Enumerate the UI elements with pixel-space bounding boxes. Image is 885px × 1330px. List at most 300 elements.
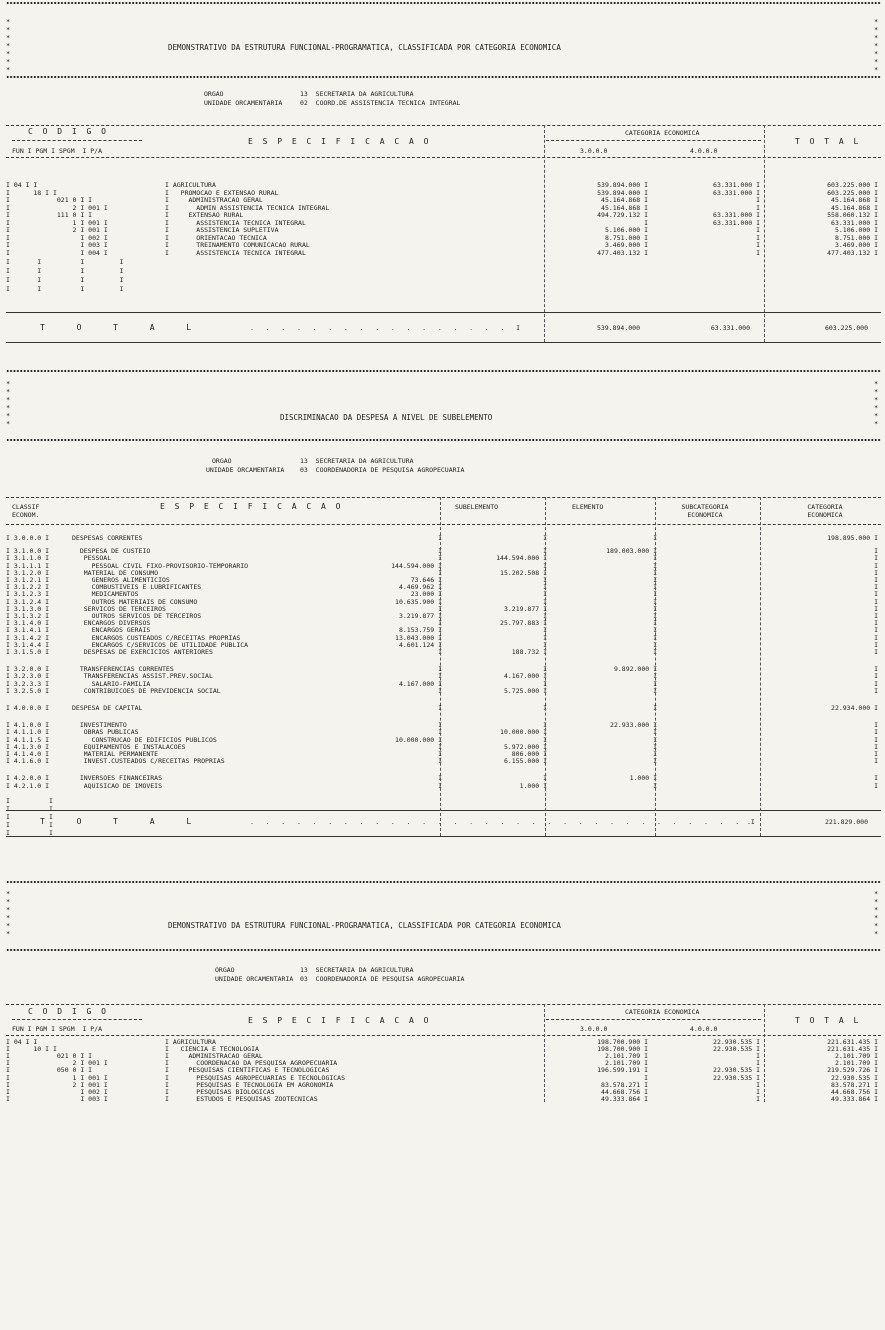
row-code: I 18 I I [6, 188, 57, 197]
row-categoria: I [874, 728, 878, 737]
row-total: 44.668.756 I [831, 1087, 878, 1096]
row-categoria: I [874, 679, 878, 688]
row-value-4000: I [756, 233, 760, 242]
row-description: AQUISICAO DE IMOVEIS [72, 781, 163, 790]
row-elemento: I [543, 626, 547, 635]
total-grand: 221.829.000 [824, 818, 868, 826]
col-4000-header: 4.0.0.0 [690, 147, 718, 155]
row-subelemento: I [438, 704, 442, 712]
unidade-label: UNIDADE ORCAMENTARIA [206, 466, 285, 474]
row-value-3000: 494.729.132 I [597, 211, 648, 219]
row-code: I 3.2.3.0 I [6, 672, 50, 681]
row-elemento: I [543, 721, 547, 730]
row-code: I 021 0 I I [6, 1052, 93, 1061]
row-categoria: I [874, 561, 878, 570]
row-subelemento: I [438, 619, 442, 628]
row-subcategoria: I [653, 568, 657, 577]
row-subelemento: I [438, 742, 442, 751]
row-value-3000: 2.101.709 I [604, 1052, 648, 1061]
row-subcategoria: I [653, 648, 657, 656]
subelemento-header: SUBELEMENTO [455, 503, 499, 511]
row-subelemento: 4.167.000 I [398, 679, 442, 688]
row-subcategoria: I [653, 626, 657, 635]
row-description: EQUIPAMENTOS E INSTALACOES [72, 742, 186, 751]
asterisk-border-top [6, 879, 881, 885]
code-columns-header: FUN I PGM I SPGM I P/A [12, 147, 103, 155]
row-elemento: 144.594.000 I [496, 554, 547, 563]
orgao-label: ORGAO [212, 457, 232, 465]
row-description: I ASSISTENCIA SUPLETIVA [165, 226, 279, 234]
row-value-4000: I [756, 1059, 760, 1068]
row-subelemento: 4.469.962 I [398, 583, 442, 592]
row-subelemento: I [438, 534, 442, 542]
dot-leader: . . . . . . . . . . . . . . . . . . . . . . . . . . . . . . . . .I [250, 818, 755, 826]
row-code: I 3.2.5.0 I [6, 686, 50, 695]
row-code: I 3.1.4.1 I [6, 626, 50, 635]
row-value-3000: I [644, 1073, 648, 1082]
unidade-value: 02 COORD.DE ASSISTENCIA TECNICA INTEGRAL [300, 99, 461, 107]
especificacao-header: E S P E C I F I C A C A O [160, 502, 343, 511]
row-code: I 4.1.3.0 I [6, 742, 50, 751]
row-subelemento: 4.601.124 I [398, 640, 442, 649]
row-description: I AGRICULTURA [165, 181, 216, 189]
row-elemento: 806.000 I [511, 750, 547, 758]
row-categoria: I [874, 604, 878, 613]
asterisk-border-top [6, 368, 881, 374]
row-value-4000: I [756, 226, 760, 234]
row-subcategoria: I [653, 742, 657, 751]
row-description: GENEROS ALIMENTICIOS [72, 576, 170, 584]
asterisk-border-bottom [6, 437, 881, 443]
row-code: I 4.2.1.0 I [6, 781, 50, 790]
row-subelemento: I [438, 774, 442, 783]
row-code: I 3.1.1.0 I [6, 554, 50, 563]
categoria-header: CATEGORIA ECONOMICA [625, 129, 700, 137]
row-code: I 2 I 001 I [6, 1059, 108, 1068]
total-row-label: T O T A L [40, 323, 194, 332]
row-description: DESPESAS CORRENTES [72, 534, 143, 542]
row-total: 477.403.132 I [827, 248, 878, 257]
row-subelemento: I [438, 547, 442, 556]
row-categoria: I [874, 774, 878, 783]
row-elemento: 6.155.000 I [503, 757, 547, 766]
row-description: I ADMIN ASSISTENCIA TECNICA INTEGRAL [165, 203, 330, 212]
row-code: I I [6, 804, 53, 813]
row-value-4000: I [756, 1087, 760, 1096]
row-total: 8.751.000 I [834, 233, 878, 242]
row-categoria: I [874, 648, 878, 656]
row-total: 2.101.709 I [834, 1052, 878, 1061]
econom-header: ECONOM. [12, 511, 40, 519]
row-elemento: 10.000.000 I [500, 728, 547, 737]
total-row-label: T O T A L [40, 817, 194, 826]
row-code: I 3.1.2.2 I [6, 583, 50, 592]
section-title: DISCRIMINACAO DA DESPESA A NIVEL DE SUBELEMENTO [280, 413, 493, 422]
row-code: I I I I [6, 267, 124, 275]
row-code: I 04 I I [6, 181, 38, 189]
row-elemento: I [543, 597, 547, 606]
unidade-value: 03 COORDENADORIA DE PESQUISA AGROPECUARIA [300, 466, 465, 474]
row-description: COMBUSTIVEIS E LUBRIFICANTES [72, 583, 202, 592]
row-code: I 3.1.4.2 I [6, 633, 50, 642]
row-elemento: I [543, 576, 547, 584]
row-value-3000: 45.164.868 I [601, 203, 648, 212]
especificacao-header: E S P E C I F I C A C A O [248, 137, 431, 146]
row-subcategoria: I [653, 583, 657, 592]
row-code: I 4.1.1.5 I [6, 735, 50, 744]
row-description: PESSOAL [72, 554, 112, 563]
row-elemento: I [543, 612, 547, 620]
row-description: MEDICAMENTOS [72, 590, 139, 599]
row-code: I 10 I I [6, 1045, 57, 1054]
row-description: ENCARGOS C/SERVICOS DE UTILIDADE PUBLICA [72, 640, 249, 649]
row-subelemento: 144.594.000 I [391, 561, 442, 570]
row-value-4000: 63.331.000 I [713, 218, 760, 227]
row-code: I 4.2.0.0 I [6, 774, 50, 783]
row-categoria: I [874, 721, 878, 730]
row-elemento: I [543, 704, 547, 712]
row-code: I I [6, 812, 53, 821]
asterisk-right: * * * * * * [874, 890, 879, 938]
row-total: 603.225.000 I [827, 181, 878, 189]
row-description: I ESTUDOS E PESQUISAS ZOOTECNICAS [165, 1094, 318, 1103]
row-categoria: I [874, 547, 878, 556]
row-description: I ADMINISTRACAO GERAL [165, 196, 263, 204]
row-code: I 3.1.2.0 I [6, 568, 50, 577]
row-value-3000: 83.578.271 I [601, 1080, 648, 1089]
section-title: DEMONSTRATIVO DA ESTRUTURA FUNCIONAL-PROGRAMATICA, CLASSIFICADA POR CATEGORIA ECONOMICA [168, 921, 561, 930]
row-value-4000: I [756, 1052, 760, 1061]
code-columns-header: FUN I PGM I SPGM I P/A [12, 1025, 103, 1033]
row-value-3000: 198.700.900 I [597, 1038, 648, 1046]
row-total: 2.101.709 I [834, 1059, 878, 1068]
row-code: I 2 I 001 I [6, 203, 108, 212]
row-total: 5.106.000 I [834, 226, 878, 234]
row-elemento: I [543, 590, 547, 599]
row-description: ENCARGOS GERAIS [72, 626, 151, 635]
row-elemento: 188.732 I [511, 648, 547, 656]
row-subcategoria: I [653, 704, 657, 712]
total-header: T O T A L [795, 137, 861, 146]
orgao-value: 13 SECRETARIA DA AGRICULTURA [300, 90, 414, 98]
row-subelemento: 10.000.000 I [395, 735, 442, 744]
row-subcategoria: I [653, 750, 657, 758]
row-code: I 2 I 001 I [6, 226, 108, 234]
row-subcategoria: I [653, 672, 657, 681]
row-code: I 3.1.4.0 I [6, 619, 50, 628]
row-subcategoria: I [653, 728, 657, 737]
asterisk-border-top [6, 0, 881, 6]
row-value-4000: 63.331.000 I [713, 181, 760, 189]
row-code: I 3.1.0.0 I [6, 547, 50, 556]
classif-header: CLASSIF [12, 503, 40, 511]
row-subelemento: 73.646 I [410, 576, 442, 584]
row-subcategoria: I [653, 576, 657, 584]
row-value-4000: I [756, 203, 760, 212]
row-description: I ASSISTENCIA TECNICA INTEGRAL [165, 248, 306, 257]
row-value-4000: 22.930.535 I [713, 1066, 760, 1075]
row-subcategoria: I [653, 781, 657, 790]
row-subelemento: I [438, 721, 442, 730]
row-value-3000: 5.106.000 I [604, 226, 648, 234]
row-value-3000: I [644, 218, 648, 227]
row-elemento: I [543, 665, 547, 674]
total-header: T O T A L [795, 1016, 861, 1025]
row-description: INVESTIMENTO [72, 721, 127, 730]
row-subcategoria: I [653, 604, 657, 613]
row-code: I 04 I I [6, 1038, 38, 1046]
orgao-label: ORGAO [215, 966, 235, 974]
row-code: I I 003 I [6, 241, 108, 249]
row-categoria: I [874, 633, 878, 642]
row-total: 49.333.864 I [831, 1094, 878, 1103]
row-value-4000: I [756, 1094, 760, 1103]
asterisk-right: * * * * * * * [874, 18, 879, 74]
row-categoria: I [874, 672, 878, 681]
row-description: I AGRICULTURA [165, 1038, 216, 1046]
row-subcategoria: I [653, 597, 657, 606]
row-categoria: I [874, 554, 878, 563]
orgao-value: 13 SECRETARIA DA AGRICULTURA [300, 457, 414, 465]
row-categoria: I [874, 576, 878, 584]
row-total: 83.578.271 I [831, 1080, 878, 1089]
row-description: I EXTENSAO RURAL [165, 211, 244, 219]
row-code: I I 002 I [6, 1087, 108, 1096]
row-total: 221.631.435 I [827, 1045, 878, 1054]
row-subcategoria: I [653, 561, 657, 570]
row-elemento: I [543, 534, 547, 542]
row-subelemento: I [438, 648, 442, 656]
row-categoria: I [874, 750, 878, 758]
row-code: I I [6, 796, 53, 805]
row-subelemento: 10.635.900 I [395, 597, 442, 606]
row-code: I 4.1.4.0 I [6, 750, 50, 758]
row-subcategoria: I [653, 686, 657, 695]
row-description: DESPESAS DE EXERCICIOS ANTERIORES [72, 648, 213, 656]
row-categoria: I [874, 640, 878, 649]
row-value-3000: 539.894.000 I [597, 188, 648, 197]
row-value-3000: 3.469.000 I [604, 241, 648, 249]
row-subcategoria: I [653, 640, 657, 649]
row-value-3000: 49.333.864 I [601, 1094, 648, 1103]
row-code: I 4.0.0.0 I [6, 704, 50, 712]
row-value-3000: 44.668.756 I [601, 1087, 648, 1096]
categoria-header: CATEGORIA ECONOMICA [625, 1008, 700, 1016]
row-elemento: 5.725.000 I [503, 686, 547, 695]
row-elemento: 4.167.000 I [503, 672, 547, 681]
row-value-4000: 22.930.535 I [713, 1045, 760, 1054]
row-code: I 1 I 001 I [6, 1073, 108, 1082]
row-code: I I 002 I [6, 233, 108, 242]
row-subelemento: 3.219.877 I [398, 612, 442, 620]
row-description: MATERIAL DE CONSUMO [72, 568, 159, 577]
row-subelemento: 23.000 I [410, 590, 442, 599]
row-subcategoria: 22.933.000 I [610, 721, 657, 730]
elemento-header: ELEMENTO [572, 503, 604, 511]
row-subcategoria: I [653, 612, 657, 620]
col-3000-header: 3.0.0.0 [580, 147, 608, 155]
row-value-4000: 22.930.535 I [713, 1073, 760, 1082]
row-description: MATERIAL PERMANENTE [72, 750, 159, 758]
asterisk-right: * * * * * * [874, 380, 879, 428]
row-description: DESPESA DE CUSTEIO [72, 547, 151, 556]
row-description: ENCARGOS DIVERSOS [72, 619, 151, 628]
row-subelemento: I [438, 665, 442, 674]
row-description: I PESQUISAS AGROPECUARIAS E TECNOLOGICAS [165, 1073, 346, 1082]
row-subelemento: I [438, 781, 442, 790]
orgao-value: 13 SECRETARIA DA AGRICULTURA [300, 966, 414, 974]
row-subcategoria: I [653, 679, 657, 688]
row-subcategoria: 189.003.000 I [606, 547, 657, 556]
unidade-value: 03 COORDENADORIA DE PESQUISA AGROPECUARIA [300, 975, 465, 983]
row-value-4000: I [756, 241, 760, 249]
row-subelemento: I [438, 604, 442, 613]
row-total: 219.529.726 I [827, 1066, 878, 1075]
row-description: I CIENCIA E TECNOLOGIA [165, 1045, 259, 1054]
row-elemento: 5.972.000 I [503, 742, 547, 751]
row-description: I TREINAMENTO COMUNICACAO RURAL [165, 241, 310, 249]
row-code: I 3.2.0.0 I [6, 665, 50, 674]
row-description: ENCARGOS CUSTEADOS C/RECEITAS PROPRIAS [72, 633, 241, 642]
row-subcategoria: I [653, 735, 657, 744]
row-elemento: I [543, 735, 547, 744]
row-elemento: I [543, 561, 547, 570]
row-subcategoria: I [653, 757, 657, 766]
row-code: I 3.1.3.2 I [6, 612, 50, 620]
row-total: 63.331.000 I [831, 218, 878, 227]
row-categoria: 198.895.000 I [827, 534, 878, 542]
row-categoria: I [874, 626, 878, 635]
row-subcategoria: I [653, 633, 657, 642]
row-subelemento: I [438, 672, 442, 681]
row-subelemento: I [438, 728, 442, 737]
row-value-4000: I [756, 248, 760, 257]
row-code: I I [6, 828, 53, 837]
row-code: I I I I [6, 285, 124, 293]
row-elemento: I [543, 679, 547, 688]
row-elemento: 1.000 I [519, 781, 547, 790]
row-subcategoria: 9.892.000 I [613, 665, 657, 674]
dot-leader: . . . . . . . . . . . . . . . . . I [250, 324, 521, 332]
row-value-3000: 477.403.132 I [597, 248, 648, 257]
codigo-header: C O D I G O [28, 1007, 109, 1016]
row-value-3000: 8.751.000 I [604, 233, 648, 242]
row-code: I 3.1.5.0 I [6, 648, 50, 656]
row-subcategoria: I [653, 619, 657, 628]
row-subcategoria: I [653, 534, 657, 542]
row-description: I PROMOCAO E EXTENSAO RURAL [165, 188, 279, 197]
row-subelemento: I [438, 554, 442, 563]
row-categoria: I [874, 568, 878, 577]
row-categoria: I [874, 735, 878, 744]
row-code: I I I I [6, 276, 124, 284]
row-description: CONTRIBUICOES DE PREVIDENCIA SOCIAL [72, 686, 221, 695]
row-description: I ASSISTENCIA TECNICA INTEGRAL [165, 218, 306, 227]
row-total: 603.225.000 I [827, 188, 878, 197]
row-description: OUTROS MATERIAIS DE CONSUMO [72, 597, 198, 606]
row-description: SALARIO-FAMILIA [72, 679, 151, 688]
row-elemento: I [543, 583, 547, 592]
row-categoria: I [874, 619, 878, 628]
row-total: 558.060.132 I [827, 211, 878, 219]
row-subelemento: I [438, 686, 442, 695]
asterisk-left: * * * * * * * [6, 18, 11, 74]
asterisk-border-bottom [6, 947, 881, 953]
row-value-4000: 63.331.000 I [713, 211, 760, 219]
total-grand: 603.225.000 [824, 324, 868, 332]
row-value-4000: 63.331.000 I [713, 188, 760, 197]
row-total: 22.930.535 I [831, 1073, 878, 1082]
row-description: SERVICOS DE TERCEIROS [72, 604, 166, 613]
row-code: I 3.1.2.1 I [6, 576, 50, 584]
row-elemento: I [543, 547, 547, 556]
row-description: I ORIENTACAO TECNICA [165, 233, 267, 242]
row-subelemento: I [438, 757, 442, 766]
row-subcategoria: I [653, 590, 657, 599]
row-total: 45.164.868 I [831, 196, 878, 204]
asterisk-border-bottom [6, 74, 881, 80]
row-categoria: 22.934.000 I [831, 704, 878, 712]
row-code: I I I I [6, 258, 124, 266]
row-code: I 111 0 I I [6, 211, 93, 219]
row-categoria: I [874, 665, 878, 674]
row-elemento: 15.202.508 I [500, 568, 547, 577]
row-description: CONSTRUCAO DE EDIFICIOS PUBLICOS [72, 735, 217, 744]
total-3000: 539.894.000 [596, 324, 640, 332]
row-code: I 3.1.3.0 I [6, 604, 50, 613]
row-value-4000: I [756, 1080, 760, 1089]
row-code: I 1 I 001 I [6, 218, 108, 227]
row-value-3000: 539.894.000 I [597, 181, 648, 189]
row-description: DESPESA DE CAPITAL [72, 704, 143, 712]
row-total: 221.631.435 I [827, 1038, 878, 1046]
row-subelemento: 13.043.000 I [395, 633, 442, 642]
row-categoria: I [874, 781, 878, 790]
row-code: I I 004 I [6, 248, 108, 257]
row-elemento: 3.219.877 I [503, 604, 547, 613]
row-code: I 4.1.0.0 I [6, 721, 50, 730]
row-elemento: I [543, 633, 547, 642]
row-code: I I 003 I [6, 1094, 108, 1103]
categoria-header: CATEGORIA ECONOMICA [807, 503, 843, 519]
subcategoria-header: SUBCATEGORIA ECONOMICA [681, 503, 729, 519]
unidade-label: UNIDADE ORCAMENTARIA [204, 99, 283, 107]
row-categoria: I [874, 612, 878, 620]
col-4000-header: 4.0.0.0 [690, 1025, 718, 1033]
row-value-3000: 45.164.868 I [601, 196, 648, 204]
orgao-label: ORGAO [204, 90, 224, 98]
row-code: I 2 I 001 I [6, 1080, 108, 1089]
row-code: I I [6, 820, 53, 829]
row-elemento: I [543, 774, 547, 783]
row-description: TRANSFERENCIAS ASSIST.PREV.SOCIAL [72, 672, 213, 681]
row-value-3000: 196.599.191 I [597, 1066, 648, 1075]
row-description: I PESQUISAS BIOLOGICAS [165, 1087, 275, 1096]
row-description: OBRAS PUBLICAS [72, 728, 139, 737]
row-categoria: I [874, 597, 878, 606]
row-description: INVEST.CUSTEADOS C/RECEITAS PROPRIAS [72, 757, 225, 766]
row-description: I COORDENACAO DA PESQUISA AGROPECUARIA [165, 1059, 338, 1068]
row-code: I 4.1.1.0 I [6, 728, 50, 737]
row-subcategoria: 1.000 I [629, 774, 657, 783]
row-code: I 3.2.3.3 I [6, 679, 50, 688]
row-total: 3.469.000 I [834, 241, 878, 249]
row-elemento: 25.797.883 I [500, 619, 547, 628]
row-categoria: I [874, 757, 878, 766]
row-description: PESSOAL CIVIL FIXO-PROVISORIO-TEMPORARIO [72, 561, 249, 570]
total-4000: 63.331.000 [710, 324, 750, 332]
row-subcategoria: I [653, 554, 657, 563]
